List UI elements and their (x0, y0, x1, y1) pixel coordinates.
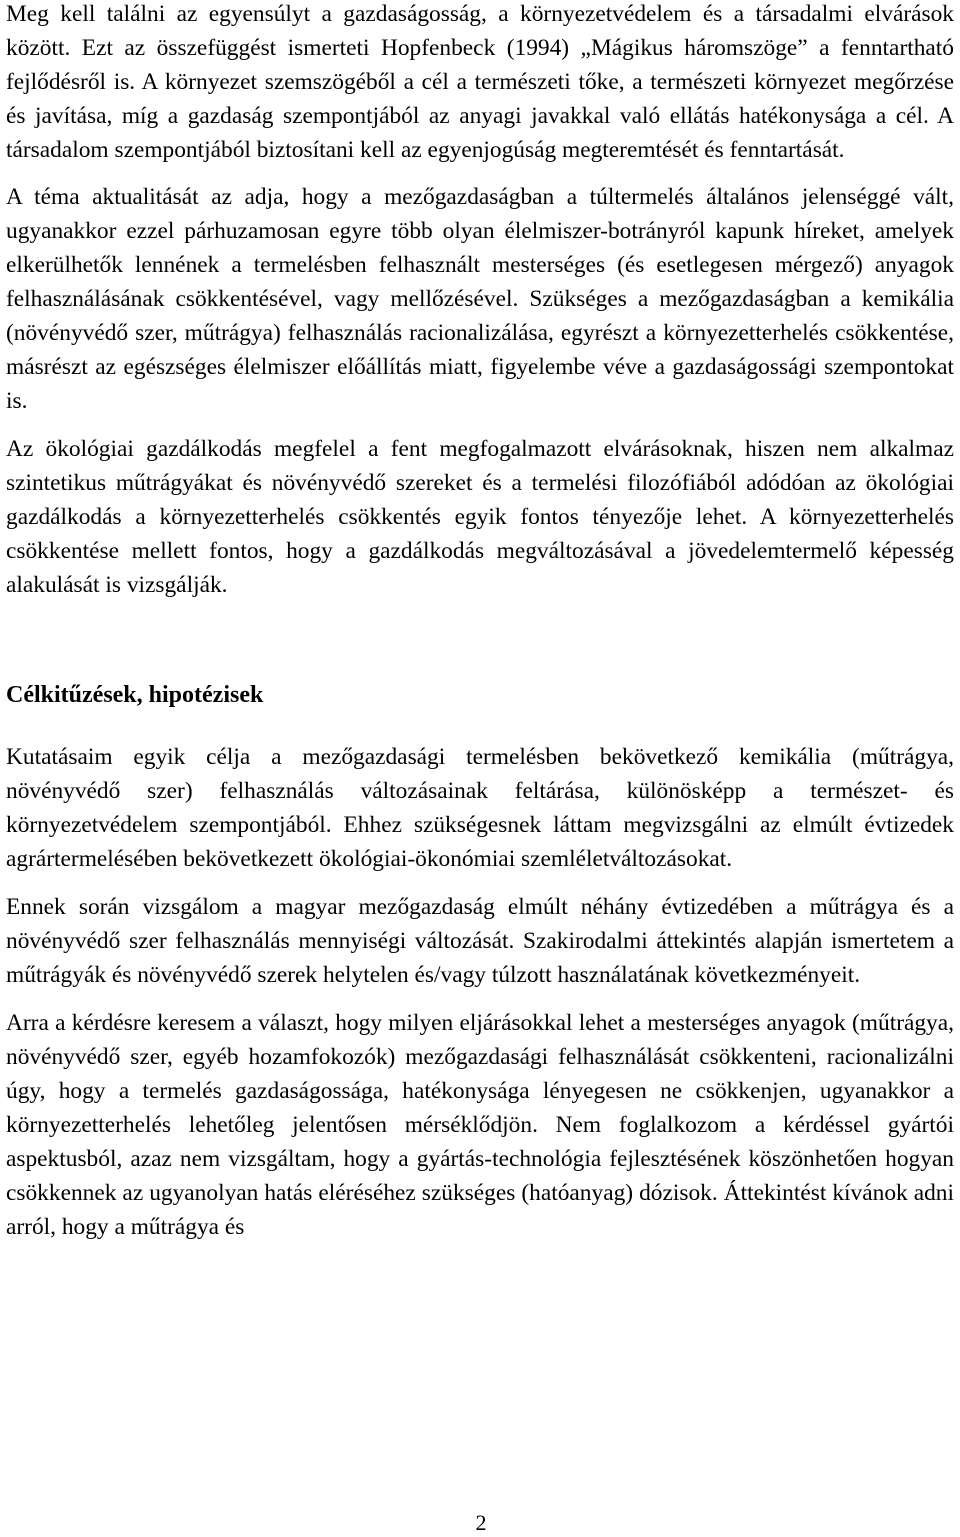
paragraph-research-question: Arra a kérdésre keresem a választ, hogy milyen eljárásokkal lehet a mesterséges anyagok (műtrágya, növényvédő szer, egyéb hozamfokozók) mezőgazdasági felhasználását csökkenteni, racionalizálni úgy, hogy a termelés gazdaságossága, hatékonysága lényegesen ne csökkenjen, ugyanakkor a környezetterhelés lehetőleg jelentősen mérséklődjön. Nem foglalkozom a kérdéssel gyártói aspektusból, azaz nem vizsgáltam, hogy a gyártás-technológia fejlesztésének köszönhetően hogyan csökkennek az ugyanolyan hatás eléréséhez szükséges (hatóanyag) dózisok. Áttekintést kívánok adni arról, hogy a műtrágya és (6, 1010, 954, 1240)
paragraph-balance-goals: Meg kell találni az egyensúlyt a gazdaságosság, a környezetvédelem és a társadalmi elvárások között. Ezt az összefüggést ismerteti Hopfenbeck (1994) „Mágikus háromszöge” a fenntartható fejlődésről is. A környezet szemszögéből a cél a természeti tőke, a természeti környezet megőrzése és javítása, míg a gazdaság szempontjából az anyagi javakkal való ellátás hatékonysága a cél. A társadalom szempontjából biztosítani kell az egyenjogúság megteremtését és fenntartását. (6, 1, 954, 163)
section-heading: Célkitűzések, hipotézisek (6, 682, 264, 708)
paragraph-research-method: Ennek során vizsgálom a magyar mezőgazdaság elmúlt néhány évtizedében a műtrágya és a növényvédő szer felhasználás mennyiségi változását. Szakirodalmi áttekintés alapján ismertetem a műtrágyák és növényvédő szerek helytelen és/vagy túlzott használatának következményeit. (6, 894, 954, 988)
paragraph-research-aim: Kutatásaim egyik célja a mezőgazdasági termelésben bekövetkező kemikália (műtrágya, növényvédő szer) felhasználás változásainak feltárása, különösképp a természet- és környezetvédelem szempontjából. Ehhez szükségesnek láttam megvizsgálni az elmúlt évtizedek agrártermelésében bekövetkezett ökológiai-ökonómiai szemléletváltozásokat. (6, 744, 954, 872)
paragraph-topic-relevance: A téma aktualitását az adja, hogy a mezőgazdaságban a túltermelés általános jelenséggé vált, ugyanakkor ezzel párhuzamosan egyre több olyan élelmiszer-botrányról kapunk híreket, amelyek elkerülhetők lennének a termelésben felhasznált mesterséges (és esetlegesen mérgező) anyagok felhasználásának csökkentésével, vagy mellőzésével. Szükséges a mezőgazdaságban a kemikália (növényvédő szer, műtrágya) felhasználás racionalizálása, egyrészt a környezetterhelés csökkentése, másrészt az egészséges élelmiszer előállítás miatt, figyelembe véve a gazdaságossági szempontokat is. (6, 184, 954, 414)
page-number: 2 (475, 1510, 487, 1535)
document-page (6, 0, 954, 1244)
paragraph-ecological-farming: Az ökológiai gazdálkodás megfelel a fent megfogalmazott elvárásoknak, hiszen nem alkalmaz szintetikus műtrágyákat és növényvédő szereket és a termelési filozófiából adódóan az ökológiai gazdálkodás a környezetterhelés csökkentés egyik fontos tényezője lehet. A környezetterhelés csökkentése mellett fontos, hogy a gazdálkodás megváltozásával a jövedelemtermelő képesség alakulását is vizsgálják. (6, 436, 954, 598)
